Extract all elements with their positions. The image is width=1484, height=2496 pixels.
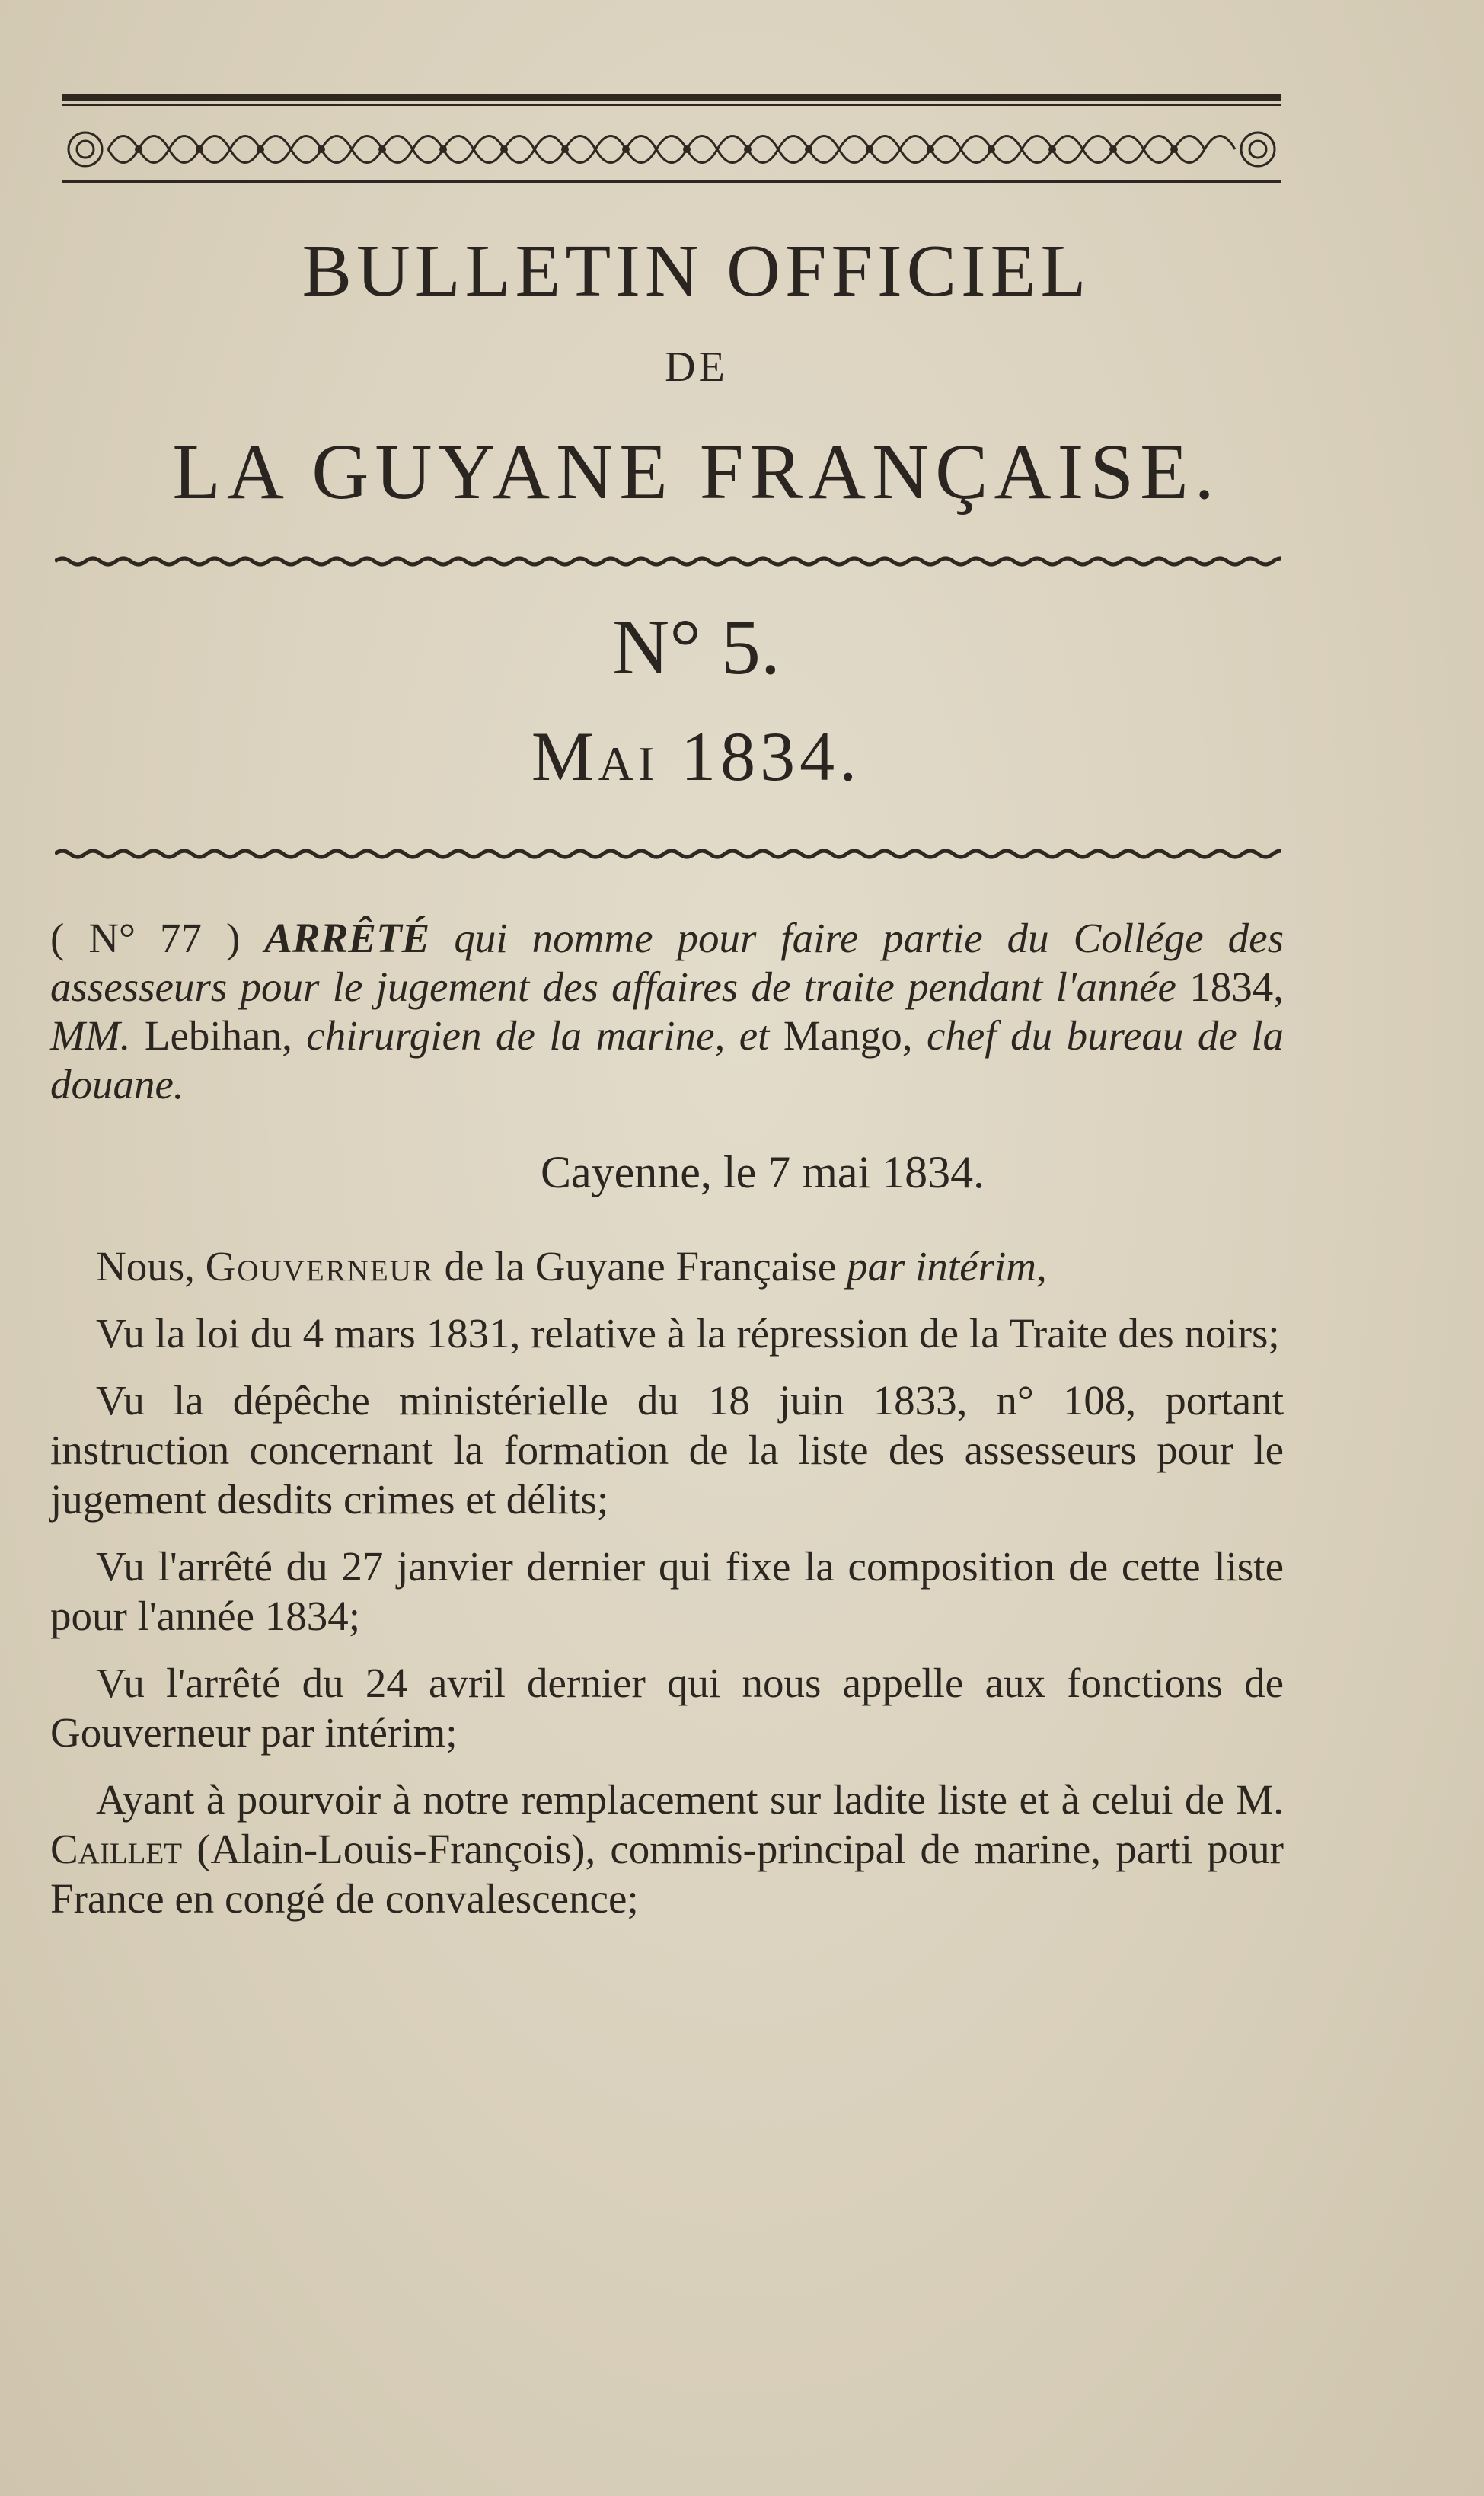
wavy-rule-top bbox=[55, 554, 1281, 568]
bulletin-title-de: DE bbox=[665, 344, 728, 391]
decree-heading-text: qui nomme pour faire partie du Collége des assesseurs pour le jugement des affaires de traite pendant l'année bbox=[50, 915, 1284, 1010]
preamble-title: Gouverneur bbox=[205, 1243, 434, 1290]
dateline: Cayenne, le 7 mai 1834. bbox=[541, 1147, 985, 1197]
preamble-nous: Nous, bbox=[96, 1243, 195, 1290]
paragraph-depeche: Vu la dépêche ministérielle du 18 juin 1833, n° 108, portant instruction concernant la formation de la liste des assesseurs pour le jugement desdits crimes et délits; bbox=[50, 1377, 1284, 1523]
decree-mm: MM. bbox=[50, 1012, 131, 1059]
paragraph-loi: Vu la loi du 4 mars 1831, relative à la répression de la Traite des noirs; bbox=[96, 1310, 1280, 1357]
remplacement-name: Caillet bbox=[50, 1826, 183, 1872]
paragraph-arrete-avril: Vu l'arrêté du 24 avril dernier qui nous appelle aux fonctions de Gouverneur par intérim; bbox=[50, 1660, 1284, 1756]
decree-heading bbox=[50, 914, 1284, 1109]
remplacement-text-b: (Alain-Louis-François), commis-principal de marine, parti pour France en congé de convalescence; bbox=[50, 1826, 1284, 1922]
decree-name-1: Lebihan, bbox=[144, 1012, 292, 1059]
issue-date: Mai 1834. bbox=[531, 717, 862, 795]
paragraph-arrete-janvier: Vu l'arrêté du 27 janvier dernier qui fixe la composition de cette liste pour l'année 1834; bbox=[50, 1543, 1284, 1639]
decree-name-2: Mango, bbox=[783, 1012, 913, 1059]
preamble-rest: de la Guyane Française bbox=[444, 1243, 837, 1290]
decree-body bbox=[50, 1242, 1284, 1941]
decree-role-2: chef du bureau de la douane. bbox=[50, 1012, 1285, 1107]
bulletin-subtitle: LA GUYANE FRANÇAISE. bbox=[172, 428, 1221, 516]
header-ornament bbox=[62, 90, 1281, 189]
decree-number: ( N° 77 ) bbox=[50, 915, 241, 961]
wavy-rule-bottom bbox=[55, 847, 1281, 861]
remplacement-text-a: Ayant à pourvoir à notre remplacement sur ladite liste et à celui de M. bbox=[96, 1776, 1284, 1823]
issue-number: N° 5. bbox=[612, 603, 780, 691]
preamble-paragraph bbox=[50, 1242, 1284, 1291]
paragraph-remplacement bbox=[50, 1775, 1284, 1923]
preamble-italic: par intérim, bbox=[846, 1243, 1047, 1290]
bulletin-title: BULLETIN OFFICIEL bbox=[302, 230, 1091, 312]
decree-label: ARRÊTÉ bbox=[264, 915, 430, 961]
decree-role-1: chirurgien de la marine, et bbox=[306, 1012, 770, 1059]
decree-year: 1834, bbox=[1189, 964, 1285, 1010]
